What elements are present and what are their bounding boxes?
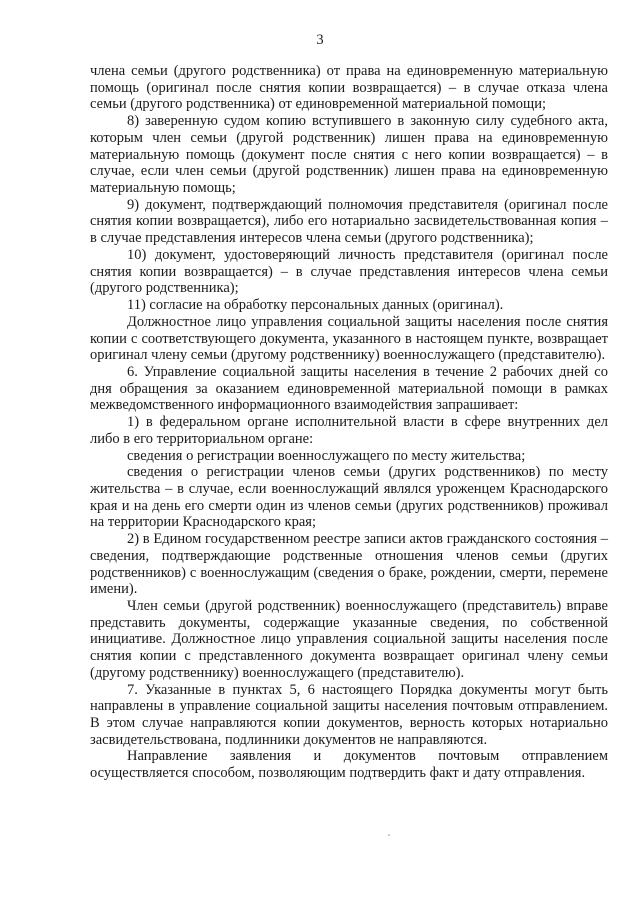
paragraph: 10) документ, удостоверяющий личность представителя (оригинал после снятия копии возвращается) – в случае представления интересов члена семьи (другого родственника); [90,246,608,297]
paragraph: 8) заверенную судом копию вступившего в законную силу судебного акта, которым член семьи (другой родственник) лишен права на единовременную материальную помощь (документ после снятия с него копии возвращается) – в случае, если член семьи (другой родственник) лишен права на единовременную материальную помощь; [90,113,608,197]
paragraph: Должностное лицо управления социальной защиты населения после снятия копии с соответствующего документа, указанного в настоящем пункте, возвращает оригинал члену семьи (другому родственнику) военнослужащего (представителю). [90,313,608,364]
paragraph: члена семьи (другого родственника) от права на единовременную материальную помощь (оригинал после снятия копии возвращается) – в случае отказа члена семьи (другого родственника) от единовременной материальной помощи; [90,63,608,113]
paragraph: сведения о регистрации военнослужащего по месту жительства; [127,447,526,464]
scan-speck [388,834,390,836]
paragraph: Член семьи (другой родственник) военнослужащего (представитель) вправе представить документы, содержащие указанные сведения, по собственной инициативе. Должностное лицо управления социальной защиты населения после снятия копии с представленного документа возвращает оригинал члену семьи (другому родственнику) военнослужащего (представителю). [90,598,608,681]
paragraph: 7. Указанные в пунктах 5, 6 настоящего Порядка документы могут быть направлены в управление социальной защиты населения почтовым отправлением. В этом случае направляются копии документов, верность которых нотариально засвидетельствована, подлинники документов не направляются. [90,681,608,748]
paragraph: 9) документ, подтверждающий полномочия представителя (оригинал после снятия копии возвращается), либо его нотариально засвидетельствованная копия – в случае представления интересов члена семьи (другого родственника); [90,196,608,247]
paragraph: сведения о регистрации членов семьи (других родственников) по месту жительства – в случае, если военнослужащий являлся уроженцем Краснодарского края и на день его смерти один из членов семьи (других родственников) проживал на территории Краснодарского края; [90,464,608,531]
page-number: 3 [316,32,324,48]
paragraph: 2) в Едином государственном реестре записи актов гражданского состояния – сведения, подтверждающие родственные отношения членов семьи (других родственников) с военнослужащим (сведения о браке, рождении, смерти, перемене имени). [90,531,608,598]
paragraph: 1) в федеральном органе исполнительной власти в сфере внутренних дел либо в его территориальном органе: [90,414,608,447]
paragraph: Направление заявления и документов почтовым отправлением осуществляется способом, позволяющим подтвердить факт и дату отправления. [90,748,608,782]
body-text [90,63,608,782]
paragraph: 11) согласие на обработку персональных данных (оригинал). [127,297,504,314]
paragraph: 6. Управление социальной защиты населения в течение 2 рабочих дней со дня обращения за оказанием единовременной материальной помощи в рамках межведомственного информационного взаимодействия запрашивает: [90,363,608,414]
